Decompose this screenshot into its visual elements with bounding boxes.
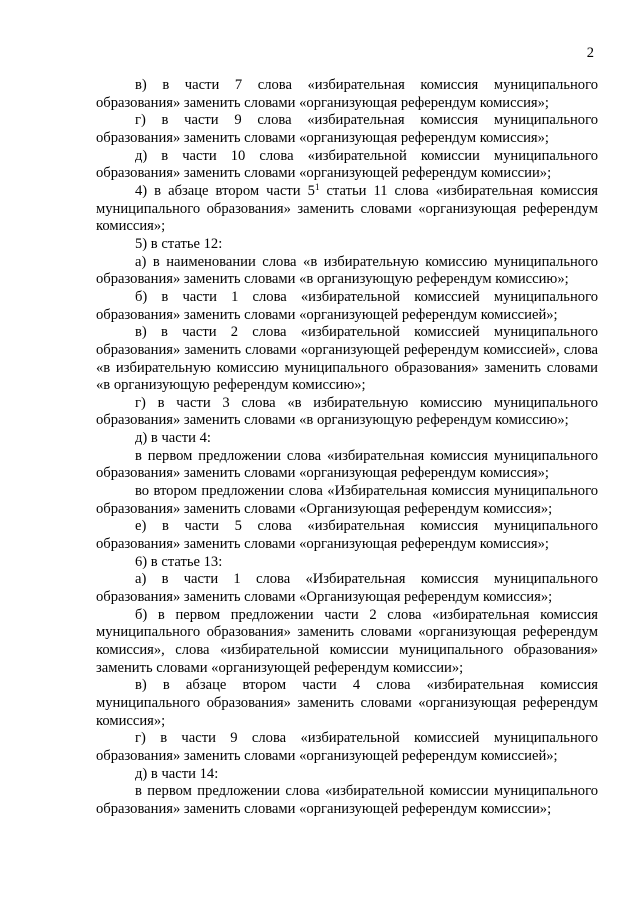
paragraph-g-part-9-article-13: г) в части 9 слова «избирательной комиссией муниципального образования» заменить словами «организующей референдум комиссией»; [96,730,598,764]
superscript-index: 1 [314,181,320,192]
paragraph-d-part-10: д) в части 10 слова «избирательной комиссии муниципального образования» заменить словами «организующей референдум комиссии»; [96,147,598,182]
paragraph-v-part-2: в) в части 2 слова «избирательной комиссией муниципального образования» заменить словами «организующей референдум комиссией», слова «в избирательную комиссию муниципального образования» заменить словами «в организующую референдум комиссию»; [96,324,598,394]
paragraph-item-4-text-start: 4) в абзаце втором части 5 [135,182,315,199]
paragraph-b-part-1: б) в части 1 слова «избирательной комиссией муниципального образования» заменить словами «организующей референдум комиссией»; [96,288,598,323]
paragraph-a-title: а) в наименовании слова «в избирательную комиссию муниципального образования» заменить словами «в организующую референдум комиссию»; [96,253,598,288]
paragraph-a-part-1: а) в части 1 слова «Избирательная комиссия муниципального образования» заменить словами «Организующая референдум комиссия»; [96,571,598,606]
paragraph-first-sentence: в первом предложении слова «избирательная комиссия муниципального образования» заменить словами «организующая референдум комиссия»; [96,447,598,482]
paragraph-item-5-article-12: 5) в статье 12: [135,235,223,252]
paragraph-second-sentence: во втором предложении слова «Избирательная комиссия муниципального образования» заменить словами «Организующая референдум комиссия»; [96,483,598,517]
document-body [96,77,598,819]
page-number: 2 [586,45,594,61]
paragraph-d-part-14: д) в части 14: [135,765,219,782]
paragraph-e-part-5: е) в части 5 слова «избирательная комиссия муниципального образования» заменить словами «организующая референдум комиссия»; [96,518,598,553]
paragraph-v-part-4: в) в абзаце втором части 4 слова «избирательная комиссия муниципального образования» заменить словами «организующая референдум комиссия»; [96,677,598,729]
paragraph-v-part-7: в) в части 7 слова «избирательная комиссия муниципального образования» заменить словами «организующая референдум комиссия»; [96,77,598,111]
paragraph-item-4-article-11 [96,183,598,236]
paragraph-d-part-4: д) в части 4: [135,430,211,447]
paragraph-first-sentence-part-14: в первом предложении слова «избирательной комиссии муниципального образования» заменить словами «организующей референдум комиссии»; [96,783,598,817]
paragraph-g-part-9: г) в части 9 слова «избирательная комиссия муниципального образования» заменить словами «организующая референдум комиссия»; [96,112,598,146]
paragraph-item-6-article-13: 6) в статье 13: [135,553,223,570]
paragraph-item-4-text-end: статьи 11 слова «избирательная комиссия муниципального образования» заменить словами «организующая референдум комиссия»; [96,182,598,235]
paragraph-g-part-3: г) в части 3 слова «в избирательную комиссию муниципального образования» заменить словами «в организующую референдум комиссию»; [96,394,598,429]
paragraph-b-part-2: б) в первом предложении части 2 слова «избирательная комиссия муниципального образования» заменить словами «организующая референдум комиссия», слова «избирательной комиссии муниципального образования» заменить словами «организующей референдум комиссии»; [96,606,598,676]
